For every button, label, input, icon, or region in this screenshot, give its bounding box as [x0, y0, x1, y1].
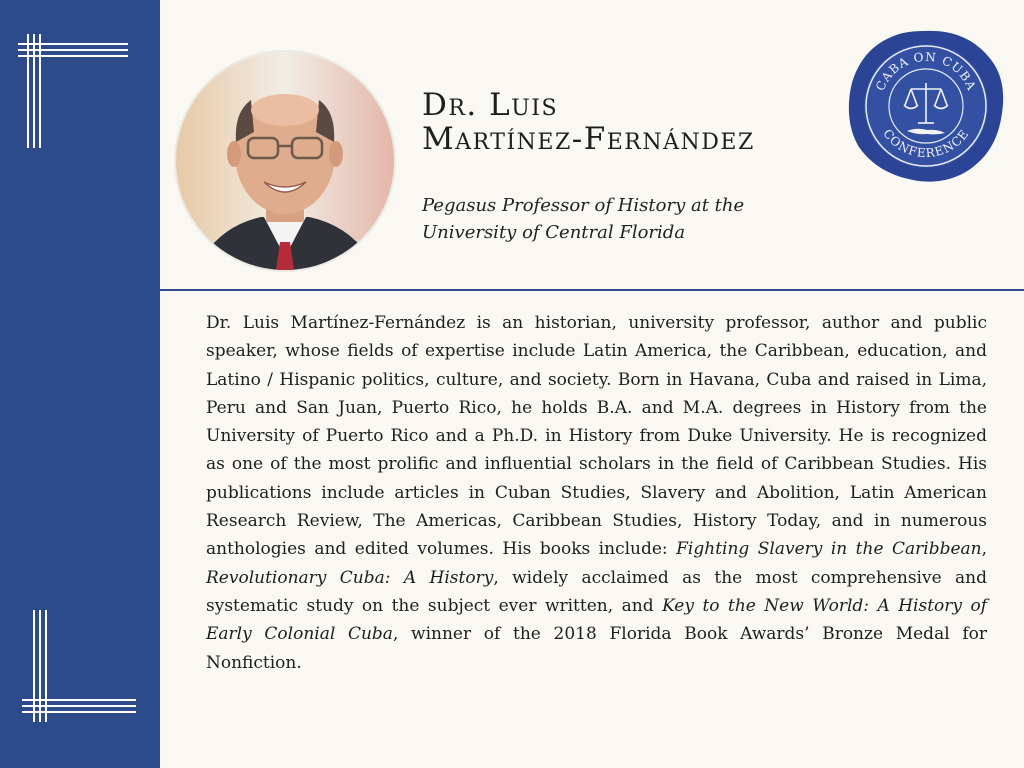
left-sidebar-panel	[0, 0, 160, 768]
speaker-name-line2: Martínez-Fernández	[422, 121, 755, 157]
bio-book-title-1: Fighting Slavery in the Caribbean	[676, 539, 982, 560]
bio-separator: ,	[981, 539, 988, 560]
speaker-bio	[206, 309, 987, 677]
section-divider	[160, 289, 1024, 291]
speaker-title	[422, 192, 822, 246]
seal-text-bottom: CONFERENCE	[880, 126, 972, 161]
speaker-name-line1: Dr. Luis	[422, 87, 559, 123]
seal-icon	[845, 27, 1007, 185]
bio-text-2: , widely acclaimed as the most comprehensive and systematic study on the subject ever written, and	[206, 567, 987, 616]
conference-seal-logo	[845, 27, 1007, 185]
bio-text-3: , winner of the 2018 Florida Book Awards’ Bronze Medal for Nonfiction.	[206, 624, 987, 673]
speaker-name	[422, 88, 755, 156]
portrait-illustration	[176, 52, 394, 270]
bio-book-title-3: Key to the New World: A History of Early Colonial Cuba	[206, 595, 988, 645]
speaker-title-line2: University of Central Florida	[422, 222, 686, 243]
bio-text-1: Dr. Luis Martínez-Fernández is an historian, university professor, author and public speaker, whose fields of expertise include Latin America, the Caribbean, education, and Latino / Hispanic politics, culture, and society. Born in Havana, Cuba and raised in Lima, Peru and San Juan, Puerto Rico, he holds B.A. and M.A. degrees in History from the University of Puerto Rico and a Ph.D. in History from Duke University. He is recognized as one of the most prolific and influential scholars in the field of Caribbean Studies. His publications include articles in Cuban Studies, Slavery and Abolition, Latin American Research Review, The Americas, Caribbean Studies, History Today, and in numerous anthologies and edited volumes. His books include:	[206, 313, 987, 560]
speaker-title-line1: Pegasus Professor of History at the	[422, 195, 745, 216]
speaker-portrait	[176, 52, 394, 270]
seal-text-top: CABA ON CUBA	[873, 49, 979, 93]
corner-line-ornaments	[0, 0, 160, 768]
bio-book-title-2: Revolutionary Cuba: A History	[206, 567, 494, 588]
